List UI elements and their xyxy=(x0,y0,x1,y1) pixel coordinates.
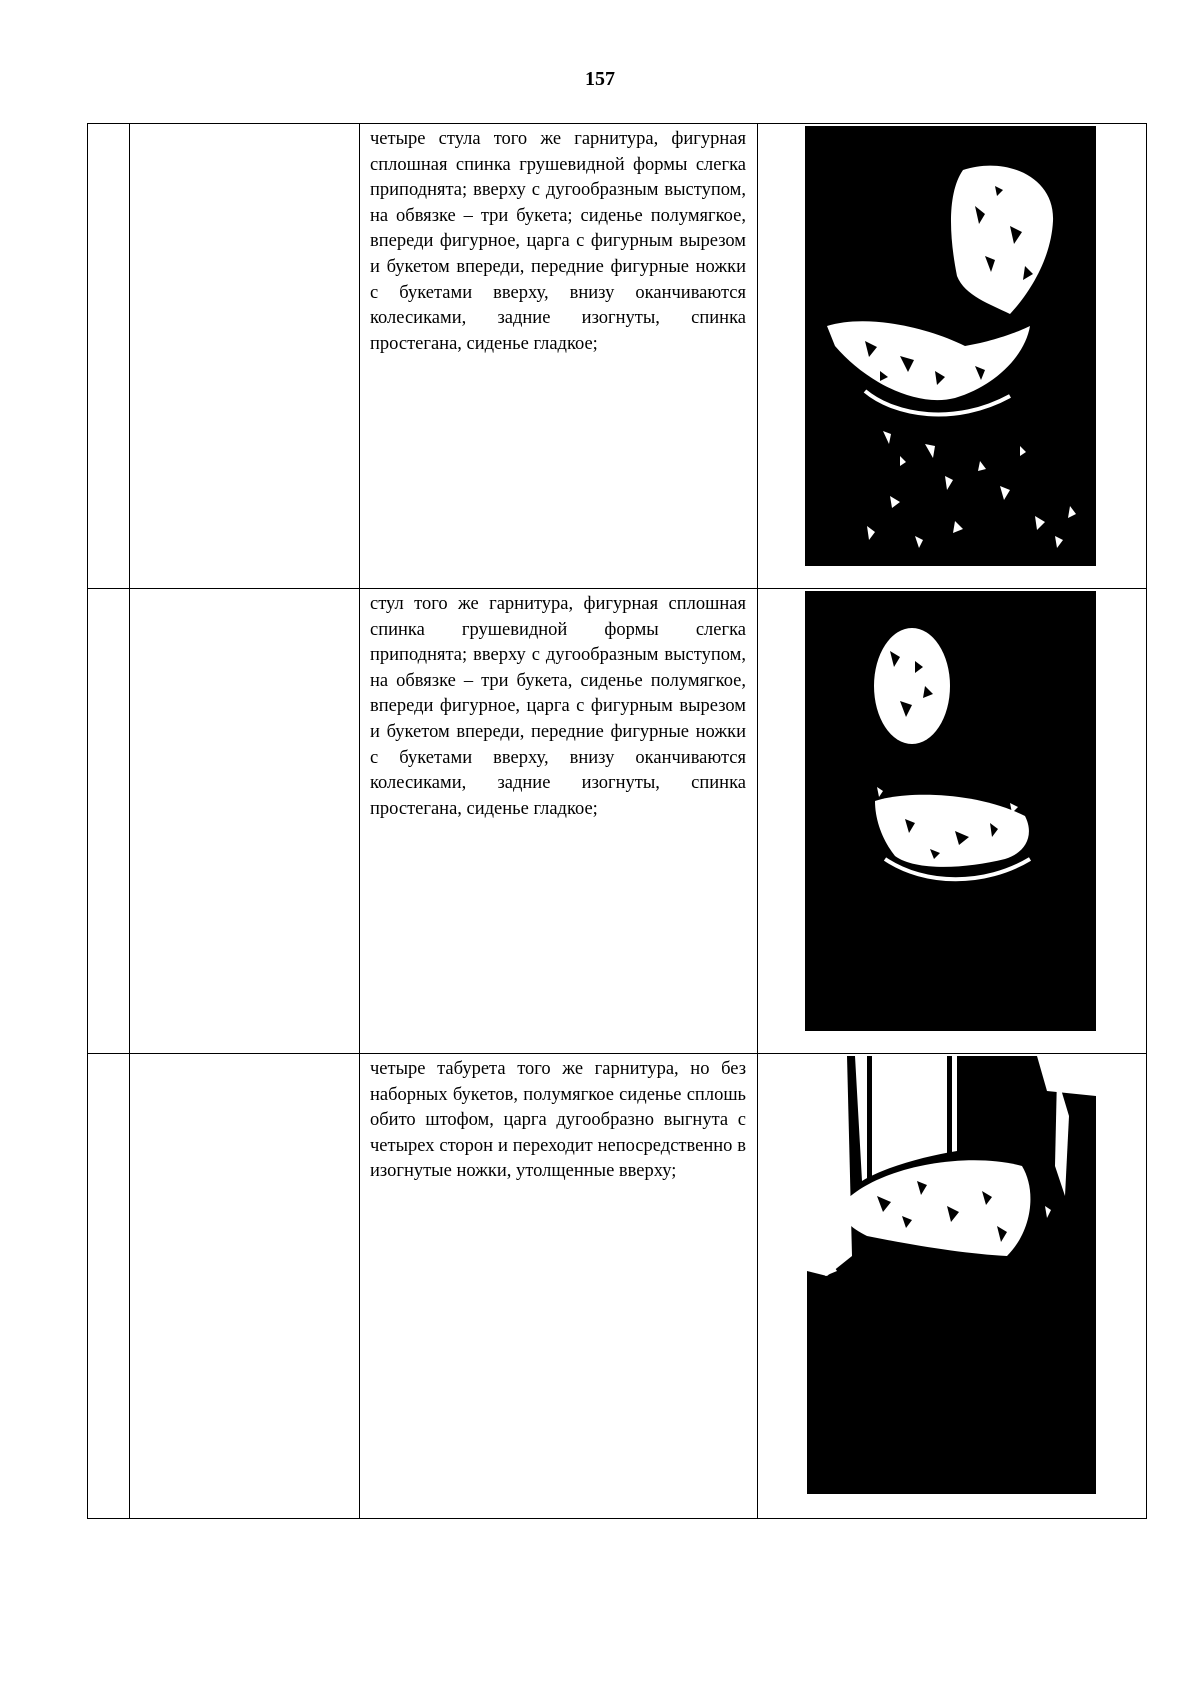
item-description: четыре стула того же гарнитура, фигурная сплошная спинка грушевидной формы слегка приподнята; вверху с дугообразным выступом, на обвязке – три букета; сиденье полумягкое, впереди фигурное, царга с фигурным вырезом и букетом впереди, передние фигурные ножки с букетами вверху, внизу оканчиваются колесиками, задние изогнуты, спинка простегана, сиденье гладкое; xyxy=(370,129,746,354)
table-row xyxy=(88,1054,1147,1519)
photo-cell xyxy=(758,589,1147,1054)
chair-photo xyxy=(805,126,1096,566)
item-description: четыре табурета того же гарнитура, но без наборных букетов, полумягкое сиденье сплошь обито штофом, царга дугообразно выгнута с четырех сторон и переходит непосредственно в изогнутые ножки, утолщенные вверху; xyxy=(370,1059,746,1182)
name-cell xyxy=(130,1054,360,1519)
table-row xyxy=(88,124,1147,589)
name-cell xyxy=(130,124,360,589)
page-number: 157 xyxy=(585,68,615,90)
furniture-table xyxy=(87,123,1147,1519)
number-cell xyxy=(88,1054,130,1519)
photo-cell xyxy=(758,124,1147,589)
table-row xyxy=(88,589,1147,1054)
item-description: стул того же гарнитура, фигурная сплошная спинка грушевидной формы слегка приподнята; вверху с дугообразным выступом, на обвязке – три букета, сиденье полумягкое, впереди фигурное, царга с фигурным вырезом и букетом впереди, передние фигурные ножки с букетами вверху, внизу оканчиваются колесиками, задние изогнуты, спинка простегана, сиденье гладкое; xyxy=(370,594,746,819)
photo-cell xyxy=(758,1054,1147,1519)
description-cell xyxy=(360,124,758,589)
stool-photo xyxy=(807,1056,1096,1494)
chair-photo xyxy=(805,591,1096,1031)
description-cell xyxy=(360,589,758,1054)
description-cell xyxy=(360,1054,758,1519)
number-cell xyxy=(88,589,130,1054)
number-cell xyxy=(88,124,130,589)
name-cell xyxy=(130,589,360,1054)
